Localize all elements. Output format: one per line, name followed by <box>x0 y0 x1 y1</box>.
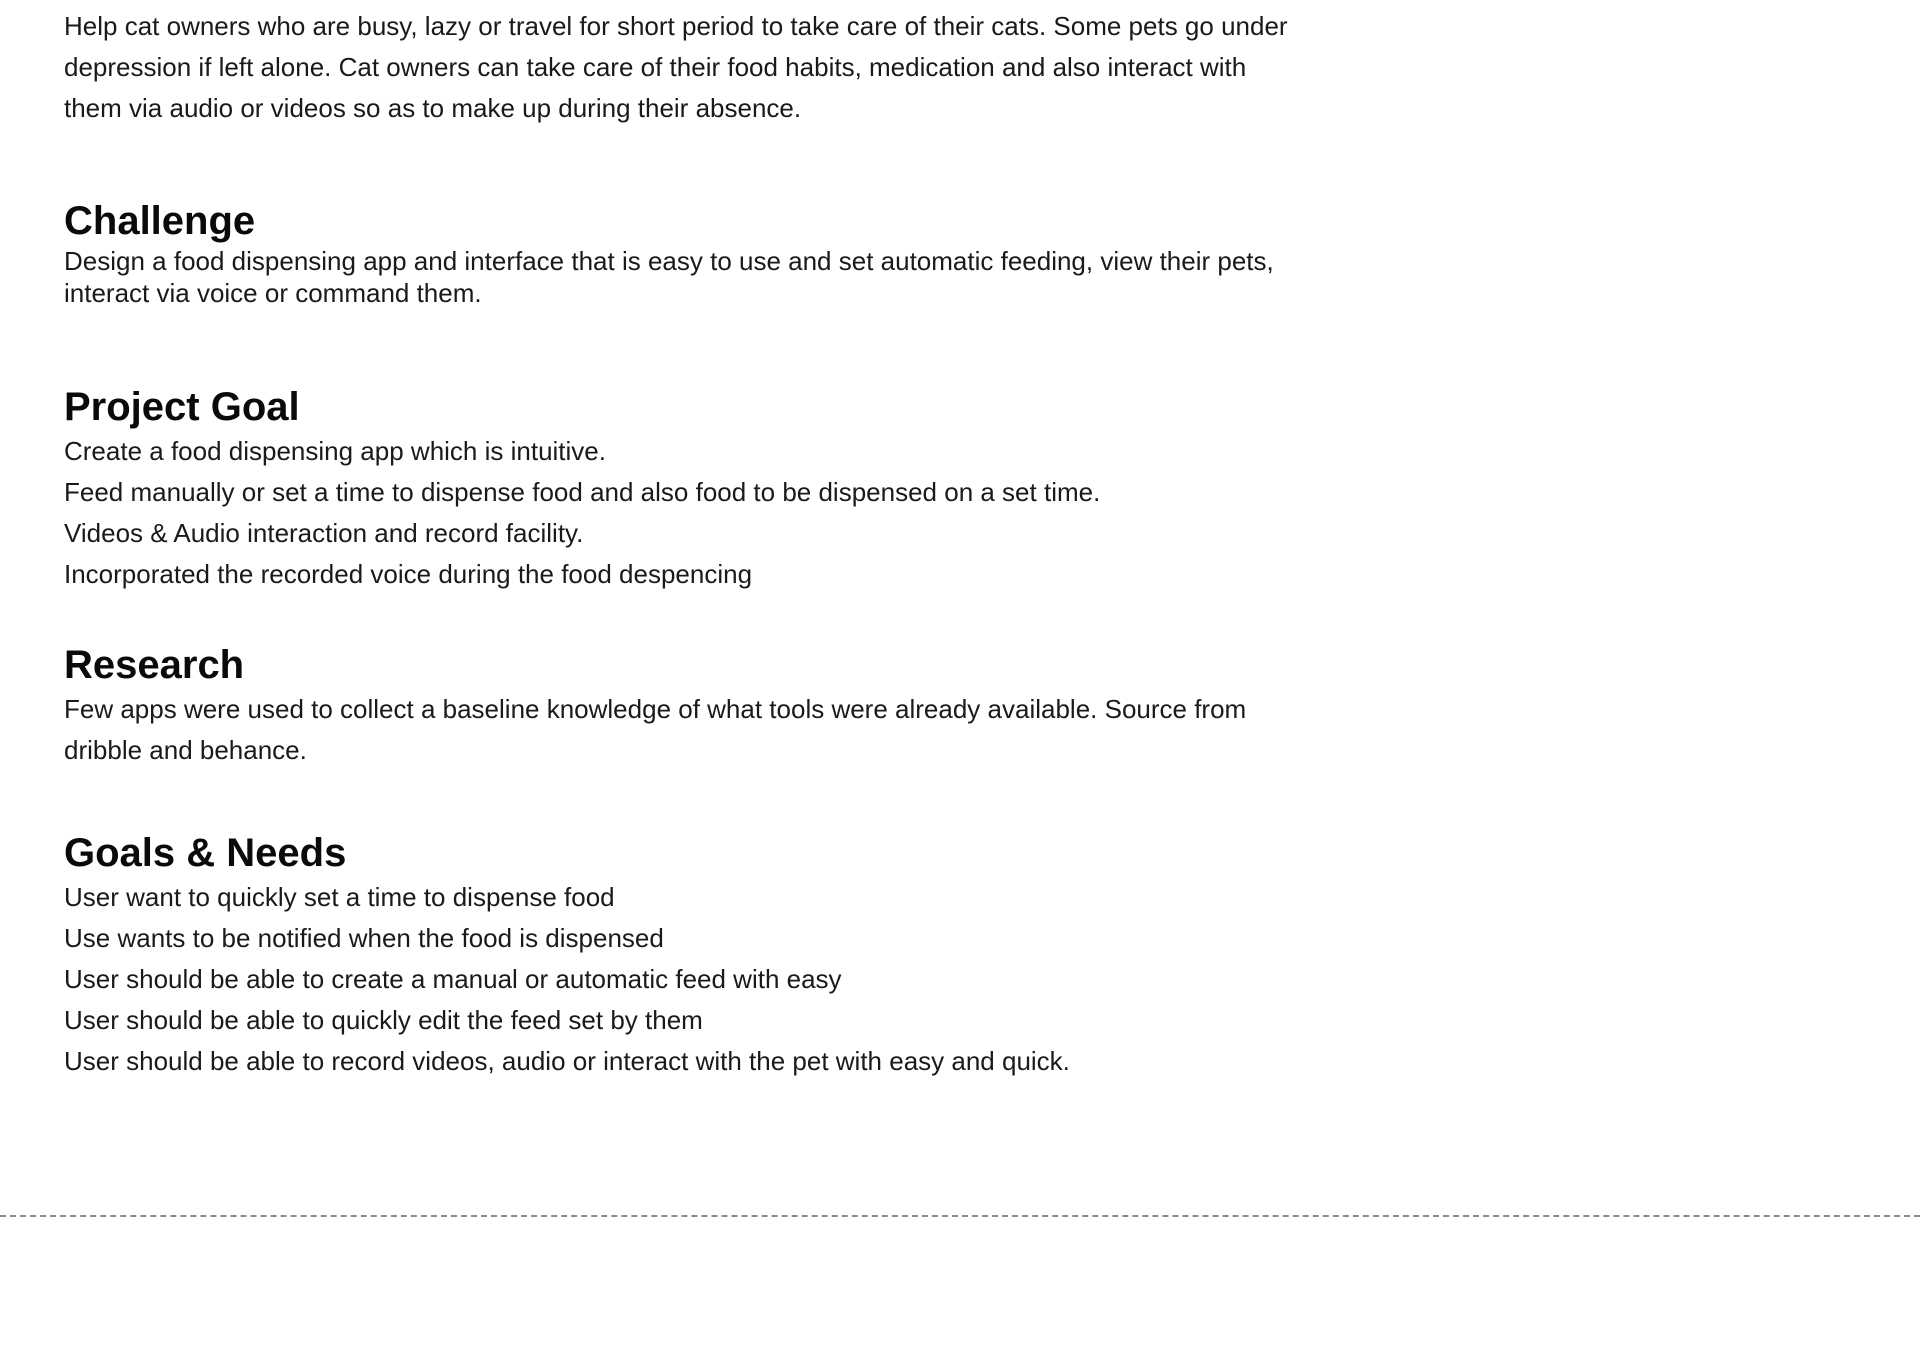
research-heading: Research <box>64 643 245 687</box>
challenge-section <box>64 197 1294 309</box>
dashed-divider <box>0 1215 1920 1217</box>
list-item: Create a food dispensing app which is intuitive. <box>64 436 606 466</box>
list-item: Feed manually or set a time to dispense food and also food to be dispensed on a set time. <box>64 477 1101 507</box>
research-text: Few apps were used to collect a baseline knowledge of what tools were already available. Source from dribble and behance. <box>64 694 1247 765</box>
list-item: User want to quickly set a time to dispense food <box>64 882 615 912</box>
list-item: User should be able to quickly edit the feed set by them <box>64 1005 703 1035</box>
research-section <box>64 641 1294 771</box>
project-goal-list <box>64 431 1294 595</box>
list-item: Videos & Audio interaction and record facility. <box>64 518 584 548</box>
list-item: Use wants to be notified when the food is dispensed <box>64 923 664 953</box>
goals-needs-list <box>64 877 1294 1082</box>
list-item: User should be able to record videos, audio or interact with the pet with easy and quick. <box>64 1046 1070 1076</box>
goals-needs-heading: Goals & Needs <box>64 831 347 875</box>
project-goal-section <box>64 383 1294 595</box>
list-item: User should be able to create a manual or automatic feed with easy <box>64 964 842 994</box>
goals-needs-section <box>64 829 1294 1082</box>
list-item: Incorporated the recorded voice during the food despencing <box>64 559 753 589</box>
challenge-heading: Challenge <box>64 199 256 243</box>
challenge-text: Design a food dispensing app and interface that is easy to use and set automatic feeding, view their pets, interact via voice or command them. <box>64 246 1274 308</box>
case-study-content <box>64 0 1294 1082</box>
intro-paragraph: Help cat owners who are busy, lazy or travel for short period to take care of their cats. Some pets go under depression if left alone. Cat owners can take care of their food habits, medication and also interact with them via audio or videos so as to make up during their absence. <box>64 11 1288 123</box>
project-goal-heading: Project Goal <box>64 385 300 429</box>
